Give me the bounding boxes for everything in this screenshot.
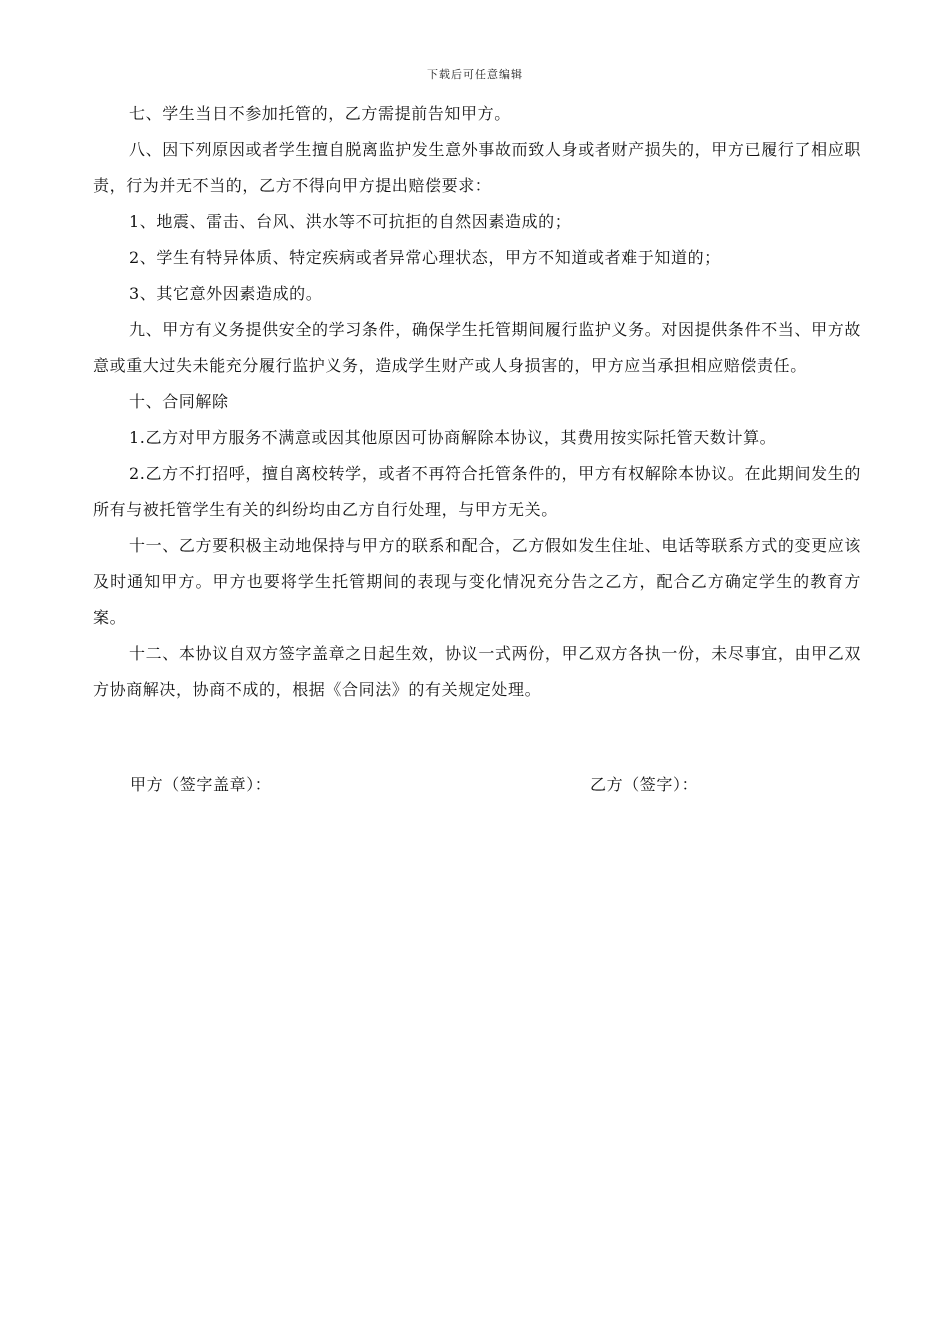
clause-8: 八、因下列原因或者学生擅自脱离监护发生意外事故而致人身或者财产损失的，甲方已履行了相应职责，行为并无不当的，乙方不得向甲方提出赔偿要求：	[93, 140, 861, 195]
clause-10-heading: 十、合同解除	[129, 392, 229, 411]
clause-9: 九、甲方有义务提供安全的学习条件，确保学生托管期间履行监护义务。对因提供条件不当、甲方故意或重大过失未能充分履行监护义务，造成学生财产或人身损害的，甲方应当承担相应赔偿责任。	[93, 320, 861, 375]
clause-8-item-2: 2、学生有特异体质、特定疾病或者异常心理状态，甲方不知道或者难于知道的；	[129, 248, 721, 267]
clause-7: 七、学生当日不参加托管的，乙方需提前告知甲方。	[129, 104, 511, 123]
clause-12: 十二、本协议自双方签字盖章之日起生效，协议一式两份，甲乙双方各执一份，未尽事宜，由甲乙双方协商解决，协商不成的，根据《合同法》的有关规定处理。	[93, 644, 861, 699]
party-b-signature-label: 乙方（签字）：	[590, 775, 699, 794]
contract-body	[93, 96, 861, 708]
clause-11: 十一、乙方要积极主动地保持与甲方的联系和配合，乙方假如发生住址、电话等联系方式的变更应该及时通知甲方。甲方也要将学生托管期间的表现与变化情况充分告之乙方，配合乙方确定学生的教育方案。	[93, 536, 861, 627]
signature-row	[0, 772, 950, 808]
page-header-note: 下载后可任意编辑	[427, 68, 523, 81]
clause-10-item-1: 1.乙方对甲方服务不满意或因其他原因可协商解除本协议，其费用按实际托管天数计算。	[129, 428, 777, 447]
party-a-signature-label: 甲方（签字盖章）：	[130, 775, 272, 794]
clause-10-item-2: 2.乙方不打招呼，擅自离校转学，或者不再符合托管条件的，甲方有权解除本协议。在此期间发生的所有与被托管学生有关的纠纷均由乙方自行处理，与甲方无关。	[93, 464, 861, 519]
clause-8-item-3: 3、其它意外因素造成的。	[129, 284, 323, 303]
clause-8-item-1: 1、地震、雷击、台风、洪水等不可抗拒的自然因素造成的；	[129, 212, 572, 231]
